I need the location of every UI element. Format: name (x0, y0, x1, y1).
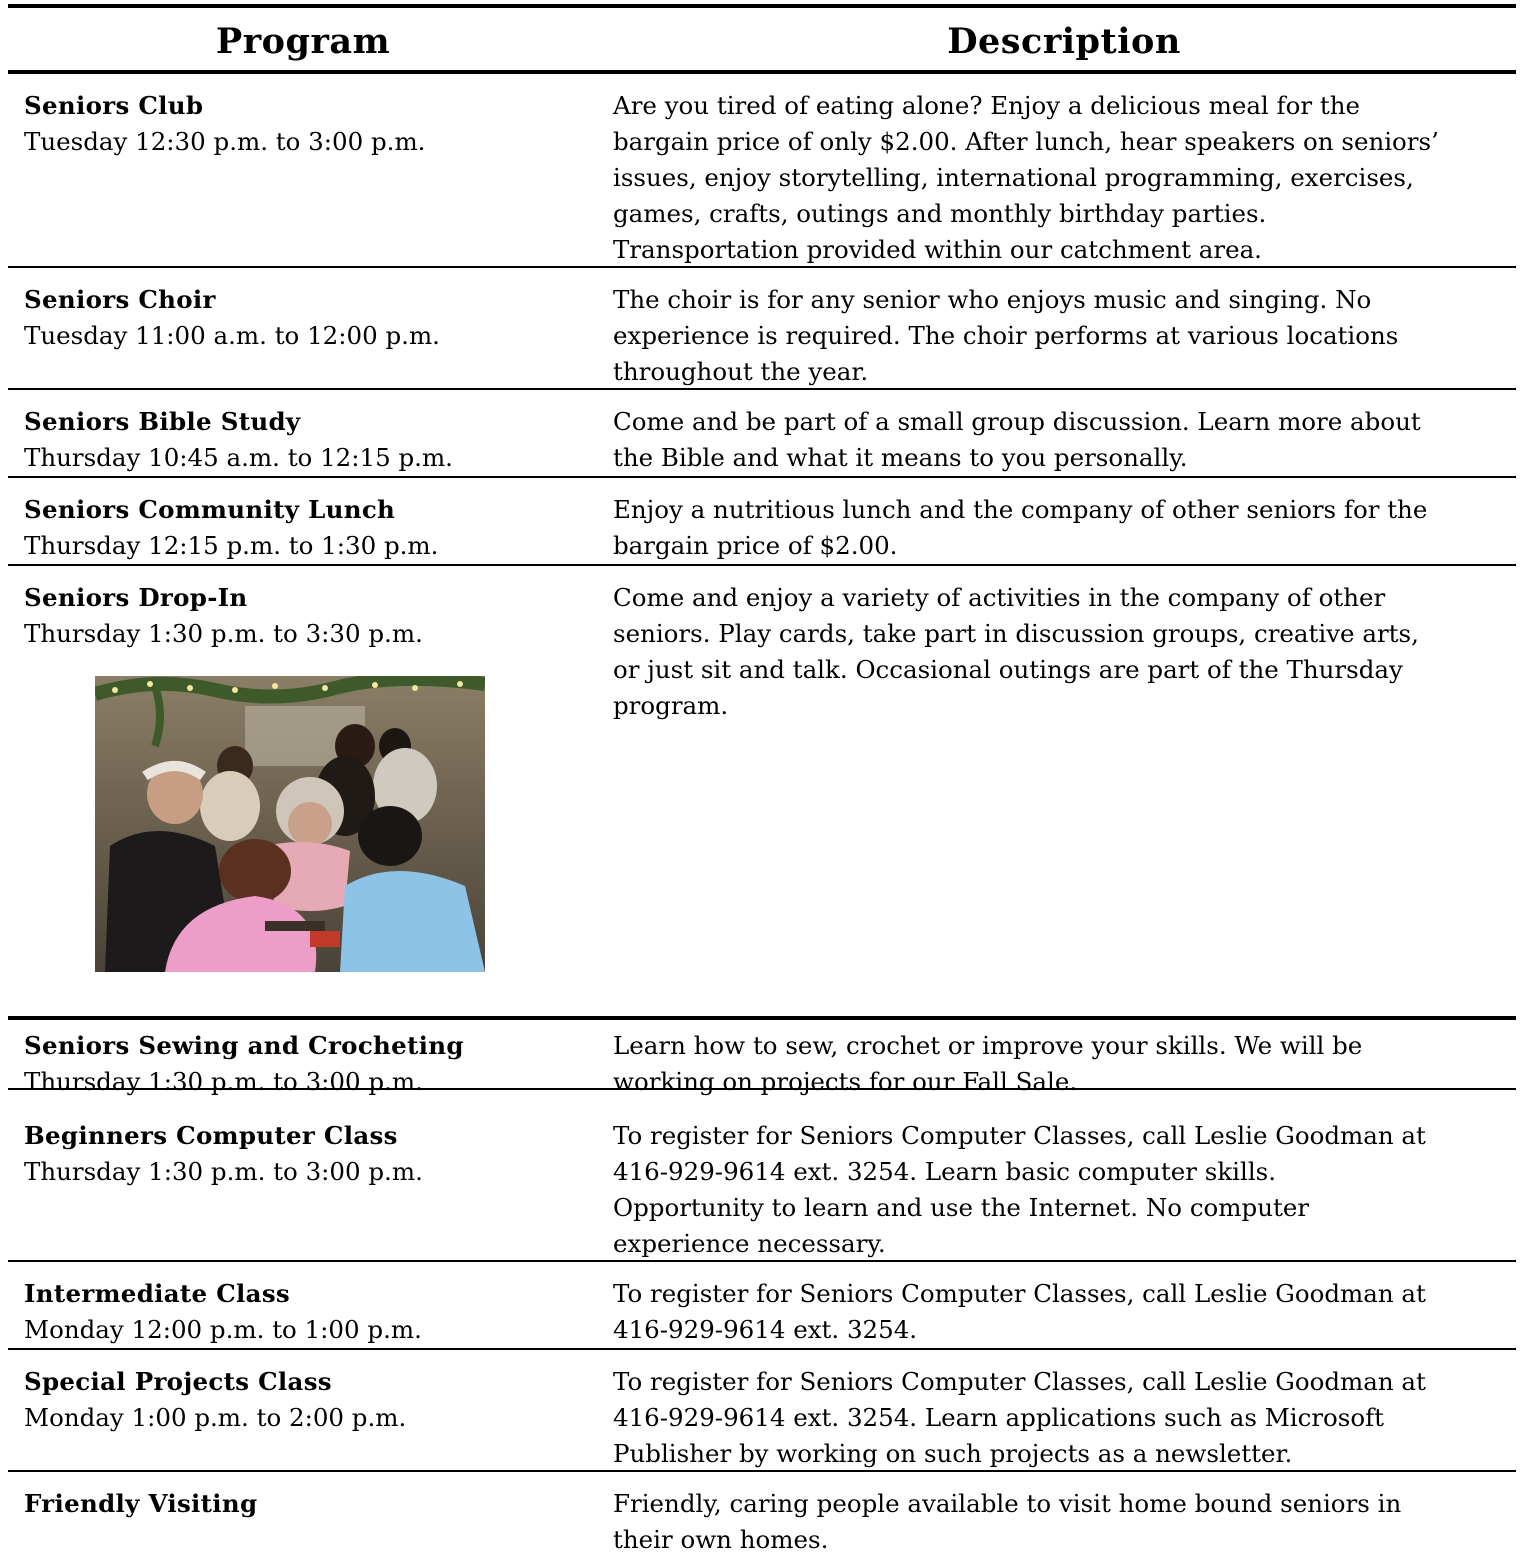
program-cell (24, 1486, 604, 1522)
description-line: program. (613, 691, 729, 720)
program-cell (24, 1364, 604, 1436)
photo-illustration (95, 676, 485, 972)
table-row (8, 268, 1516, 390)
description-cell (613, 1118, 1513, 1262)
table-row (8, 478, 1516, 566)
program-time: Thursday 1:30 p.m. to 3:00 p.m. (24, 1157, 423, 1186)
program-cell (24, 404, 604, 476)
description-cell (613, 1486, 1513, 1558)
description-line: experience necessary. (613, 1229, 886, 1258)
table-row (8, 1018, 1516, 1096)
program-cell (24, 1276, 604, 1348)
description-cell (613, 1028, 1513, 1100)
table-row (8, 1472, 1516, 1557)
description-line: Opportunity to learn and use the Internet. No computer (613, 1193, 1310, 1222)
program-time: Thursday 1:30 p.m. to 3:00 p.m. (24, 1067, 423, 1096)
program-cell (24, 1118, 604, 1190)
description-line: working on projects for our Fall Sale. (613, 1067, 1078, 1096)
table-row (8, 1350, 1516, 1472)
program-name: Seniors Club (24, 91, 204, 120)
description-line: 416-929-9614 ext. 3254. Learn applications such as Microsoft (613, 1403, 1385, 1432)
program-time: Thursday 10:45 a.m. to 12:15 p.m. (24, 443, 453, 472)
description-line: issues, enjoy storytelling, international programming, exercises, (613, 163, 1414, 192)
program-time: Tuesday 12:30 p.m. to 3:00 p.m. (24, 127, 426, 156)
table-row (8, 1104, 1516, 1262)
description-line: 416-929-9614 ext. 3254. Learn basic computer skills. (613, 1157, 1277, 1186)
description-line: or just sit and talk. Occasional outings are part of the Thursday (613, 655, 1403, 684)
description-line: 416-929-9614 ext. 3254. (613, 1315, 918, 1344)
table-row (8, 1262, 1516, 1350)
description-line: Come and enjoy a variety of activities in the company of other (613, 583, 1386, 612)
description-line: Transportation provided within our catchment area. (613, 235, 1262, 264)
description-cell (613, 404, 1513, 476)
description-cell (613, 1276, 1513, 1348)
program-column-header: Program (215, 21, 391, 62)
program-time: Thursday 12:15 p.m. to 1:30 p.m. (24, 531, 439, 560)
description-line: the Bible and what it means to you personally. (613, 443, 1188, 472)
table-row (8, 74, 1516, 268)
description-line: To register for Seniors Computer Classes, call Leslie Goodman at (613, 1279, 1426, 1308)
description-line: Learn how to sew, crochet or improve your skills. We will be (613, 1031, 1363, 1060)
program-name: Seniors Community Lunch (24, 495, 396, 524)
seniors-group-photo (95, 676, 485, 972)
description-line: experience is required. The choir performs at various locations (613, 321, 1399, 350)
program-time: Thursday 1:30 p.m. to 3:30 p.m. (24, 619, 423, 648)
program-name: Seniors Sewing and Crocheting (24, 1031, 464, 1060)
table-row (8, 390, 1516, 478)
program-name: Seniors Drop-In (24, 583, 248, 612)
program-cell (24, 580, 604, 652)
description-cell (613, 88, 1513, 268)
description-column-header: Description (947, 21, 1181, 62)
program-cell (24, 492, 604, 564)
program-cell (24, 282, 604, 354)
description-line: Are you tired of eating alone? Enjoy a delicious meal for the (613, 91, 1360, 120)
description-cell (613, 492, 1513, 564)
description-line: To register for Seniors Computer Classes, call Leslie Goodman at (613, 1367, 1426, 1396)
description-line: The choir is for any senior who enjoys music and singing. No (613, 285, 1372, 314)
program-name: Seniors Choir (24, 285, 216, 314)
description-cell (613, 282, 1513, 390)
program-time: Monday 12:00 p.m. to 1:00 p.m. (24, 1315, 422, 1344)
description-line: Friendly, caring people available to visit home bound seniors in (613, 1489, 1402, 1518)
program-cell (24, 1028, 604, 1100)
description-cell (613, 1364, 1513, 1472)
table-header (8, 8, 1516, 70)
description-line: their own homes. (613, 1525, 829, 1554)
program-name: Friendly Visiting (24, 1489, 258, 1518)
description-line: To register for Seniors Computer Classes, call Leslie Goodman at (613, 1121, 1426, 1150)
program-name: Seniors Bible Study (24, 407, 301, 436)
description-line: Come and be part of a small group discussion. Learn more about (613, 407, 1421, 436)
description-line: seniors. Play cards, take part in discussion groups, creative arts, (613, 619, 1419, 648)
program-name: Intermediate Class (24, 1279, 291, 1308)
description-line: bargain price of only $2.00. After lunch, hear speakers on seniors’ (613, 127, 1439, 156)
description-cell (613, 580, 1513, 724)
program-time: Monday 1:00 p.m. to 2:00 p.m. (24, 1403, 407, 1432)
description-line: games, crafts, outings and monthly birthday parties. (613, 199, 1267, 228)
description-line: bargain price of $2.00. (613, 531, 898, 560)
program-name: Special Projects Class (24, 1367, 332, 1396)
description-line: Publisher by working on such projects as a newsletter. (613, 1439, 1293, 1468)
program-cell (24, 88, 604, 160)
description-line: Enjoy a nutritious lunch and the company of other seniors for the (613, 495, 1428, 524)
program-time: Tuesday 11:00 a.m. to 12:00 p.m. (24, 321, 440, 350)
description-line: throughout the year. (613, 357, 869, 386)
program-name: Beginners Computer Class (24, 1121, 398, 1150)
